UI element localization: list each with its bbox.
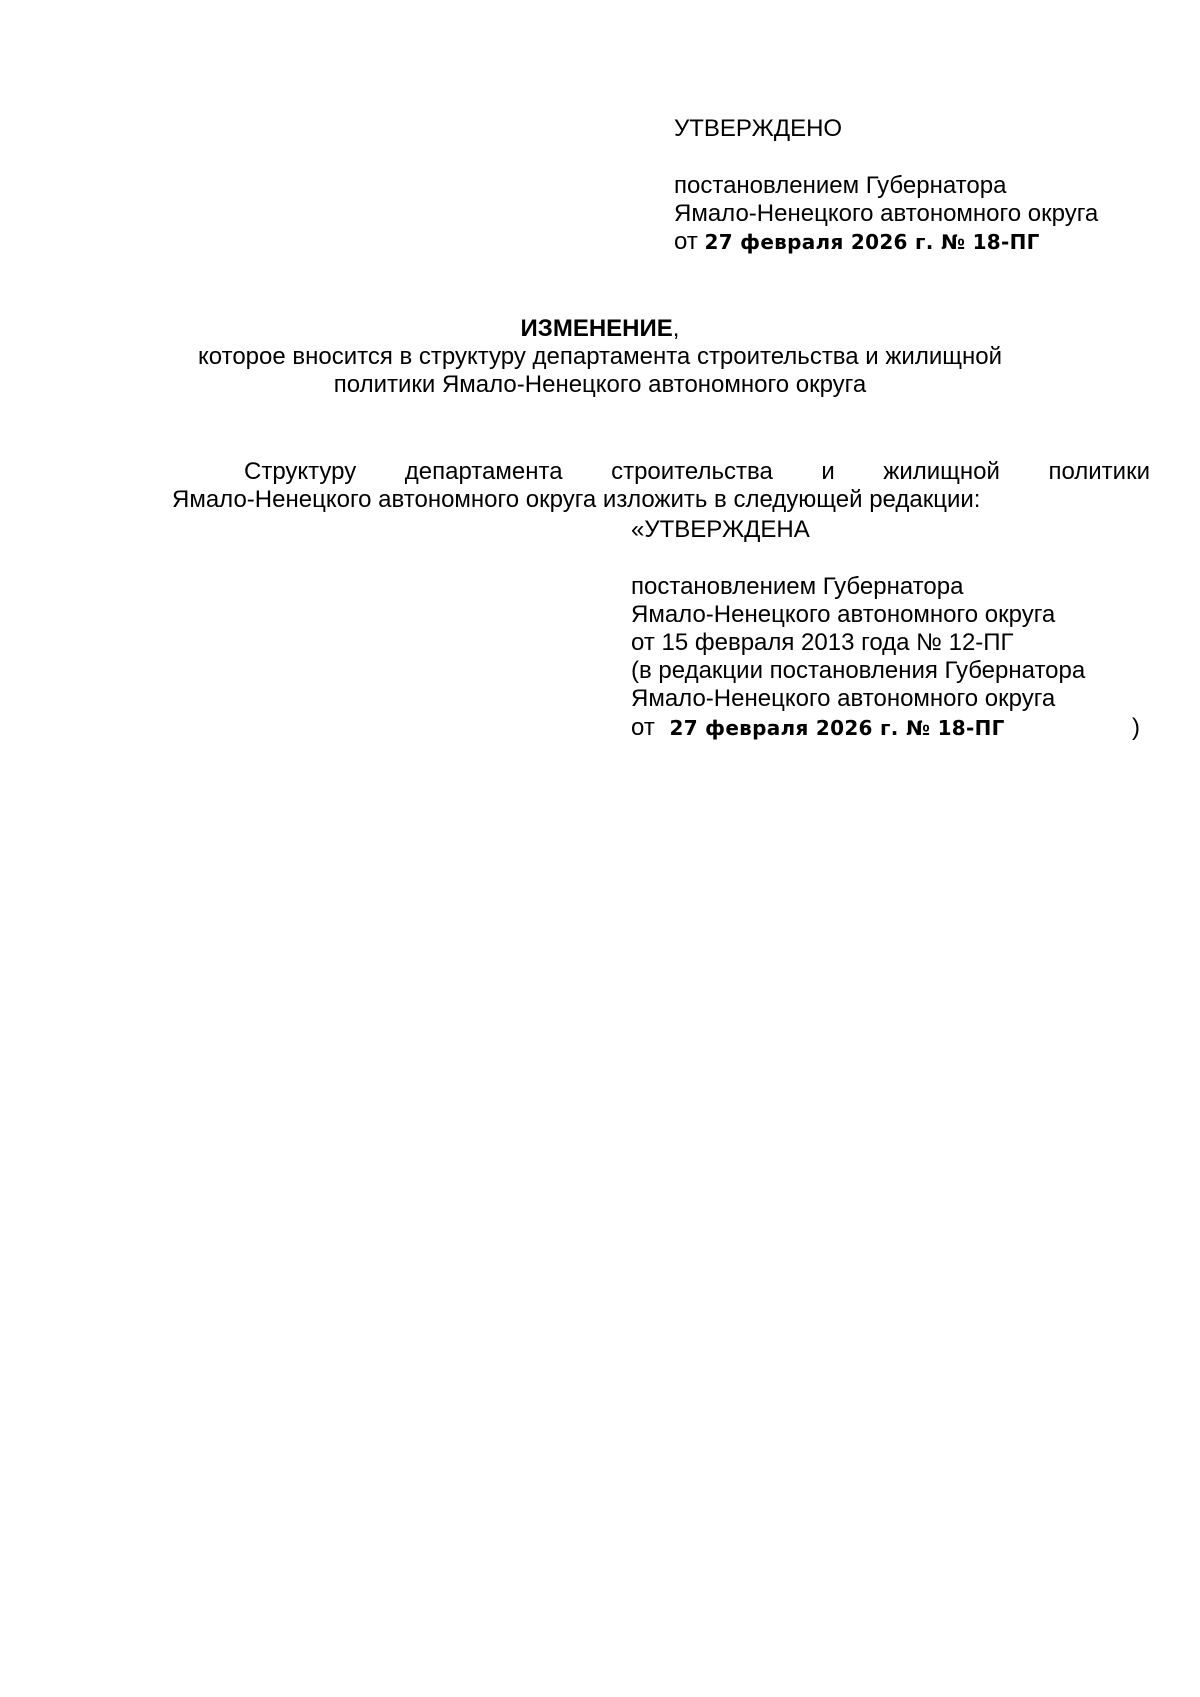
approval-line-2: Ямало-Ненецкого автономного округа: [674, 200, 1099, 227]
approval2-date-prefix: от: [631, 714, 655, 741]
approval2-date-line: [631, 714, 1005, 742]
title-heading: ИЗМЕНЕНИЕ: [520, 315, 673, 342]
approval2-line-1: постановлением Губернатора: [631, 573, 964, 600]
body-line-1: Структуру департамента строительства и жилищной политики: [244, 458, 1150, 485]
approval-block: [674, 115, 842, 143]
approval-details: [674, 172, 1098, 256]
approval-heading: УТВЕРЖДЕНО: [674, 115, 843, 142]
title-line-1: которое вносится в структуру департамента строительства и жилищной: [198, 343, 1002, 370]
approval2-line-4: (в редакции постановления Губернатора: [631, 657, 1086, 684]
approval2-details: [631, 573, 1085, 713]
approval2-close-paren: ): [1132, 714, 1140, 741]
body-paragraph: [172, 458, 1150, 514]
approval2-line-5: Ямало-Ненецкого автономного округа: [631, 685, 1056, 712]
approval-date: 27 февраля 2026 г. № 18-ПГ: [704, 230, 1040, 254]
approval2-heading: «УТВЕРЖДЕНА: [631, 516, 810, 543]
approval2-date: 27 февраля 2026 г. № 18-ПГ: [669, 716, 1005, 740]
approval-line-1: постановлением Губернатора: [674, 172, 1007, 199]
title-heading-line: [0, 315, 1200, 343]
document-title: [0, 315, 1200, 399]
approval-date-prefix: от: [674, 228, 698, 255]
title-comma: ,: [672, 315, 680, 342]
approval2-line-3: от 15 февраля 2013 года № 12-ПГ: [631, 629, 1014, 656]
body-line-2: Ямало-Ненецкого автономного округа изложить в следующей редакции:: [172, 486, 981, 513]
approval2-line-2: Ямало-Ненецкого автономного округа: [631, 601, 1056, 628]
approval-date-line: [674, 228, 1098, 256]
title-line-2: политики Ямало-Ненецкого автономного округа: [333, 371, 867, 398]
approval2-heading-block: [631, 516, 810, 544]
